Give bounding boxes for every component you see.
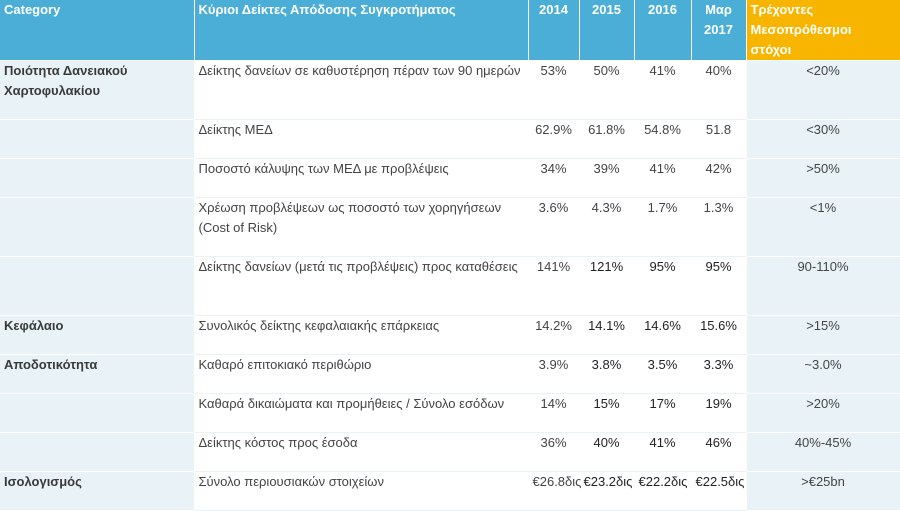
value-2015: 121% — [579, 257, 634, 316]
value-2016: 1.7% — [634, 198, 691, 257]
value-mar-2017: 1.3% — [691, 198, 746, 257]
category-cell: Αποδοτικότητα — [0, 355, 194, 394]
table-row — [0, 316, 900, 355]
value-2015: 40% — [579, 433, 634, 472]
category-cell — [0, 159, 194, 198]
value-2014: 14.2% — [528, 316, 579, 355]
value-mar-2017: 42% — [691, 159, 746, 198]
value-2016: €22.2δις — [634, 472, 691, 511]
value-mar-2017: 15.6% — [691, 316, 746, 355]
target-cell: ~3.0% — [746, 355, 900, 394]
target-cell: <20% — [746, 61, 900, 120]
value-2014: 3.6% — [528, 198, 579, 257]
header-indicators: Κύριοι Δείκτες Απόδοσης Συγκροτήματος — [194, 0, 528, 61]
value-mar-2017: 40% — [691, 61, 746, 120]
target-cell: >15% — [746, 316, 900, 355]
value-mar-2017: 51.8 — [691, 120, 746, 159]
header-mar-2017: Μαρ 2017 — [691, 0, 746, 61]
value-2014: 14% — [528, 394, 579, 433]
value-mar-2017: 19% — [691, 394, 746, 433]
value-2015: 4.3% — [579, 198, 634, 257]
value-2014: 141% — [528, 257, 579, 316]
indicator-cell: Ποσοστό κάλυψης των ΜΕΔ με προβλέψεις — [194, 159, 528, 198]
table-row — [0, 433, 900, 472]
category-cell: Ποιότητα Δανειακού Χαρτοφυλακίου — [0, 61, 194, 120]
target-cell: >€25bn — [746, 472, 900, 511]
table-row — [0, 394, 900, 433]
table-row — [0, 61, 900, 120]
category-cell: Ισολογισμός — [0, 472, 194, 511]
value-2016: 41% — [634, 159, 691, 198]
indicator-cell: Σύνολο περιουσιακών στοιχείων — [194, 472, 528, 511]
table-row — [0, 159, 900, 198]
target-cell: <30% — [746, 120, 900, 159]
value-2015: 15% — [579, 394, 634, 433]
indicator-cell: Συνολικός δείκτης κεφαλαιακής επάρκειας — [194, 316, 528, 355]
value-2016: 14.6% — [634, 316, 691, 355]
indicator-cell: Δείκτης δανείων (μετά τις προβλέψεις) προς καταθέσεις — [194, 257, 528, 316]
value-mar-2017: 46% — [691, 433, 746, 472]
value-2016: 17% — [634, 394, 691, 433]
value-2014: 3.9% — [528, 355, 579, 394]
header-row — [0, 0, 900, 61]
value-2016: 41% — [634, 61, 691, 120]
indicator-cell: Καθαρά δικαιώματα και προμήθειες / Σύνολο εσόδων — [194, 394, 528, 433]
category-cell — [0, 257, 194, 316]
header-targets: Τρέχοντες Μεσοπρόθεσμοι στόχοι — [746, 0, 900, 61]
value-mar-2017: 3.3% — [691, 355, 746, 394]
value-2015: 3.8% — [579, 355, 634, 394]
table-row — [0, 198, 900, 257]
category-cell: Κεφάλαιο — [0, 316, 194, 355]
table-row — [0, 472, 900, 511]
header-2016: 2016 — [634, 0, 691, 61]
indicator-cell: Δείκτης δανείων σε καθυστέρηση πέραν των 90 ημερών — [194, 61, 528, 120]
value-2015: 61.8% — [579, 120, 634, 159]
value-2016: 41% — [634, 433, 691, 472]
header-2015: 2015 — [579, 0, 634, 61]
category-cell — [0, 198, 194, 257]
header-category: Category — [0, 0, 194, 61]
target-cell: >20% — [746, 394, 900, 433]
indicator-cell: Δείκτης ΜΕΔ — [194, 120, 528, 159]
value-mar-2017: 95% — [691, 257, 746, 316]
value-2014: 34% — [528, 159, 579, 198]
header-2014: 2014 — [528, 0, 579, 61]
target-cell: <1% — [746, 198, 900, 257]
target-cell: 40%-45% — [746, 433, 900, 472]
target-cell: 90-110% — [746, 257, 900, 316]
table-row — [0, 355, 900, 394]
indicator-cell: Καθαρό επιτοκιακό περιθώριο — [194, 355, 528, 394]
category-cell — [0, 394, 194, 433]
value-mar-2017: €22.5δις — [691, 472, 746, 511]
value-2014: 62.9% — [528, 120, 579, 159]
value-2014: 53% — [528, 61, 579, 120]
indicator-cell: Δείκτης κόστος προς έσοδα — [194, 433, 528, 472]
table-row — [0, 120, 900, 159]
value-2015: €23.2δις — [579, 472, 634, 511]
value-2016: 3.5% — [634, 355, 691, 394]
indicator-cell: Χρέωση προβλέψεων ως ποσοστό των χορηγήσεων (Cost of Risk) — [194, 198, 528, 257]
value-2016: 54.8% — [634, 120, 691, 159]
table-row — [0, 257, 900, 316]
value-2016: 95% — [634, 257, 691, 316]
value-2015: 50% — [579, 61, 634, 120]
value-2014: €26.8δις — [528, 472, 579, 511]
target-cell: >50% — [746, 159, 900, 198]
value-2015: 14.1% — [579, 316, 634, 355]
value-2015: 39% — [579, 159, 634, 198]
category-cell — [0, 433, 194, 472]
value-2014: 36% — [528, 433, 579, 472]
category-cell — [0, 120, 194, 159]
